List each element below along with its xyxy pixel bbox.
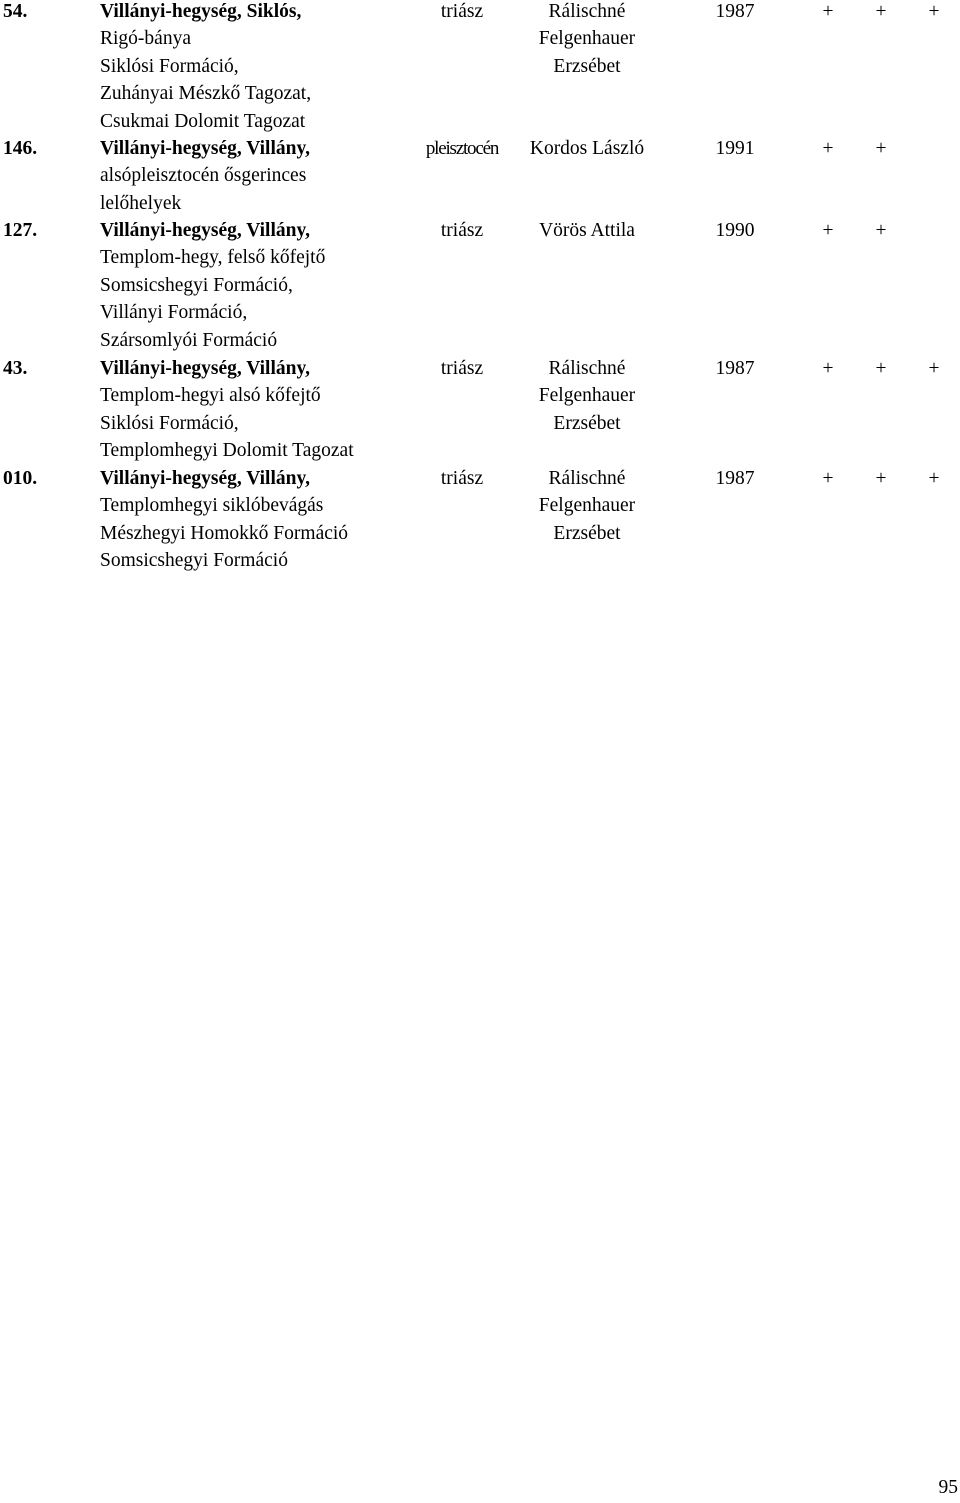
collector-line: Felgenhauer: [538, 28, 636, 50]
mark-cell: +: [822, 1, 834, 22]
locality-cell: [100, 355, 410, 465]
period-cell: triász: [440, 358, 484, 379]
mark-cell: +: [875, 468, 887, 489]
locality-line: Somsicshegyi Formáció: [100, 550, 288, 572]
collector-cell: [512, 465, 662, 547]
locality-cell: [100, 217, 410, 354]
mark-cell: +: [875, 1, 887, 22]
locality-line: Villányi-hegység, Villány,: [100, 468, 311, 489]
collector-line: Felgenhauer: [538, 495, 636, 517]
collector-line: Kordos László: [529, 138, 645, 159]
locality-line: Szársomlyói Formáció: [100, 329, 278, 351]
locality-line: Templomhegyi Dolomit Tagozat: [100, 440, 354, 462]
collector-line: Erzsébet: [553, 55, 621, 77]
locality-line: Villányi Formáció,: [100, 302, 248, 324]
period-cell: triász: [440, 468, 484, 489]
collector-line: Erzsébet: [553, 522, 621, 544]
locality-line: Villányi-hegység, Villány,: [100, 358, 311, 379]
year-cell: 1987: [715, 358, 755, 379]
year-cell: 1987: [715, 468, 755, 489]
locality-line: alsópleisztocén ősgerinces: [100, 165, 307, 187]
locality-line: Villányi-hegység, Siklós,: [100, 1, 302, 22]
locality-line: Templom-hegyi alsó kőfejtő: [100, 385, 321, 407]
mark-cell: +: [822, 220, 834, 241]
collector-line: Rálischné: [548, 1, 626, 22]
entry-number: 54.: [3, 1, 28, 22]
locality-line: Templom-hegy, felső kőfejtő: [100, 247, 326, 269]
locality-line: Siklósi Formáció,: [100, 55, 239, 77]
period-cell: triász: [440, 1, 484, 22]
period-cell: triász: [440, 220, 484, 241]
collector-cell: [512, 355, 662, 437]
locality-line: Siklósi Formáció,: [100, 412, 239, 434]
locality-line: Somsicshegyi Formáció,: [100, 274, 293, 296]
locality-cell: [100, 0, 410, 135]
collector-cell: [512, 135, 662, 162]
locality-line: Templomhegyi siklóbevágás: [100, 495, 324, 517]
entry-number: 127.: [3, 220, 38, 241]
collector-line: Felgenhauer: [538, 385, 636, 407]
entry-number: 146.: [3, 138, 38, 159]
collector-line: Rálischné: [548, 468, 626, 489]
mark-cell: +: [822, 358, 834, 379]
mark-cell: +: [822, 468, 834, 489]
locality-line: lelőhelyek: [100, 192, 182, 214]
period-cell: pleisztocén: [425, 138, 499, 159]
locality-line: Villányi-hegység, Villány,: [100, 138, 311, 159]
collector-line: Erzsébet: [553, 412, 621, 434]
collector-line: Rálischné: [548, 358, 626, 379]
locality-line: Csukmai Dolomit Tagozat: [100, 110, 306, 132]
mark-cell: +: [928, 358, 940, 379]
mark-cell: +: [928, 468, 940, 489]
mark-cell: +: [822, 138, 834, 159]
page-number: 95: [938, 1477, 958, 1498]
entry-number: 010.: [3, 468, 38, 489]
year-cell: 1991: [715, 138, 755, 159]
collector-cell: [512, 0, 662, 80]
locality-cell: [100, 135, 410, 217]
collector-line: Vörös Attila: [539, 220, 635, 241]
collector-cell: [512, 217, 662, 244]
mark-cell: +: [875, 138, 887, 159]
locality-cell: [100, 465, 410, 575]
locality-line: Mészhegyi Homokkő Formáció: [100, 522, 349, 544]
mark-cell: +: [928, 1, 940, 22]
locality-line: Rigó-bánya: [100, 28, 191, 50]
locality-line: Villányi-hegység, Villány,: [100, 220, 311, 241]
entry-number: 43.: [3, 358, 28, 379]
year-cell: 1990: [715, 220, 755, 241]
mark-cell: +: [875, 220, 887, 241]
year-cell: 1987: [715, 1, 755, 22]
mark-cell: +: [875, 358, 887, 379]
locality-line: Zuhányai Mészkő Tagozat,: [100, 83, 312, 105]
